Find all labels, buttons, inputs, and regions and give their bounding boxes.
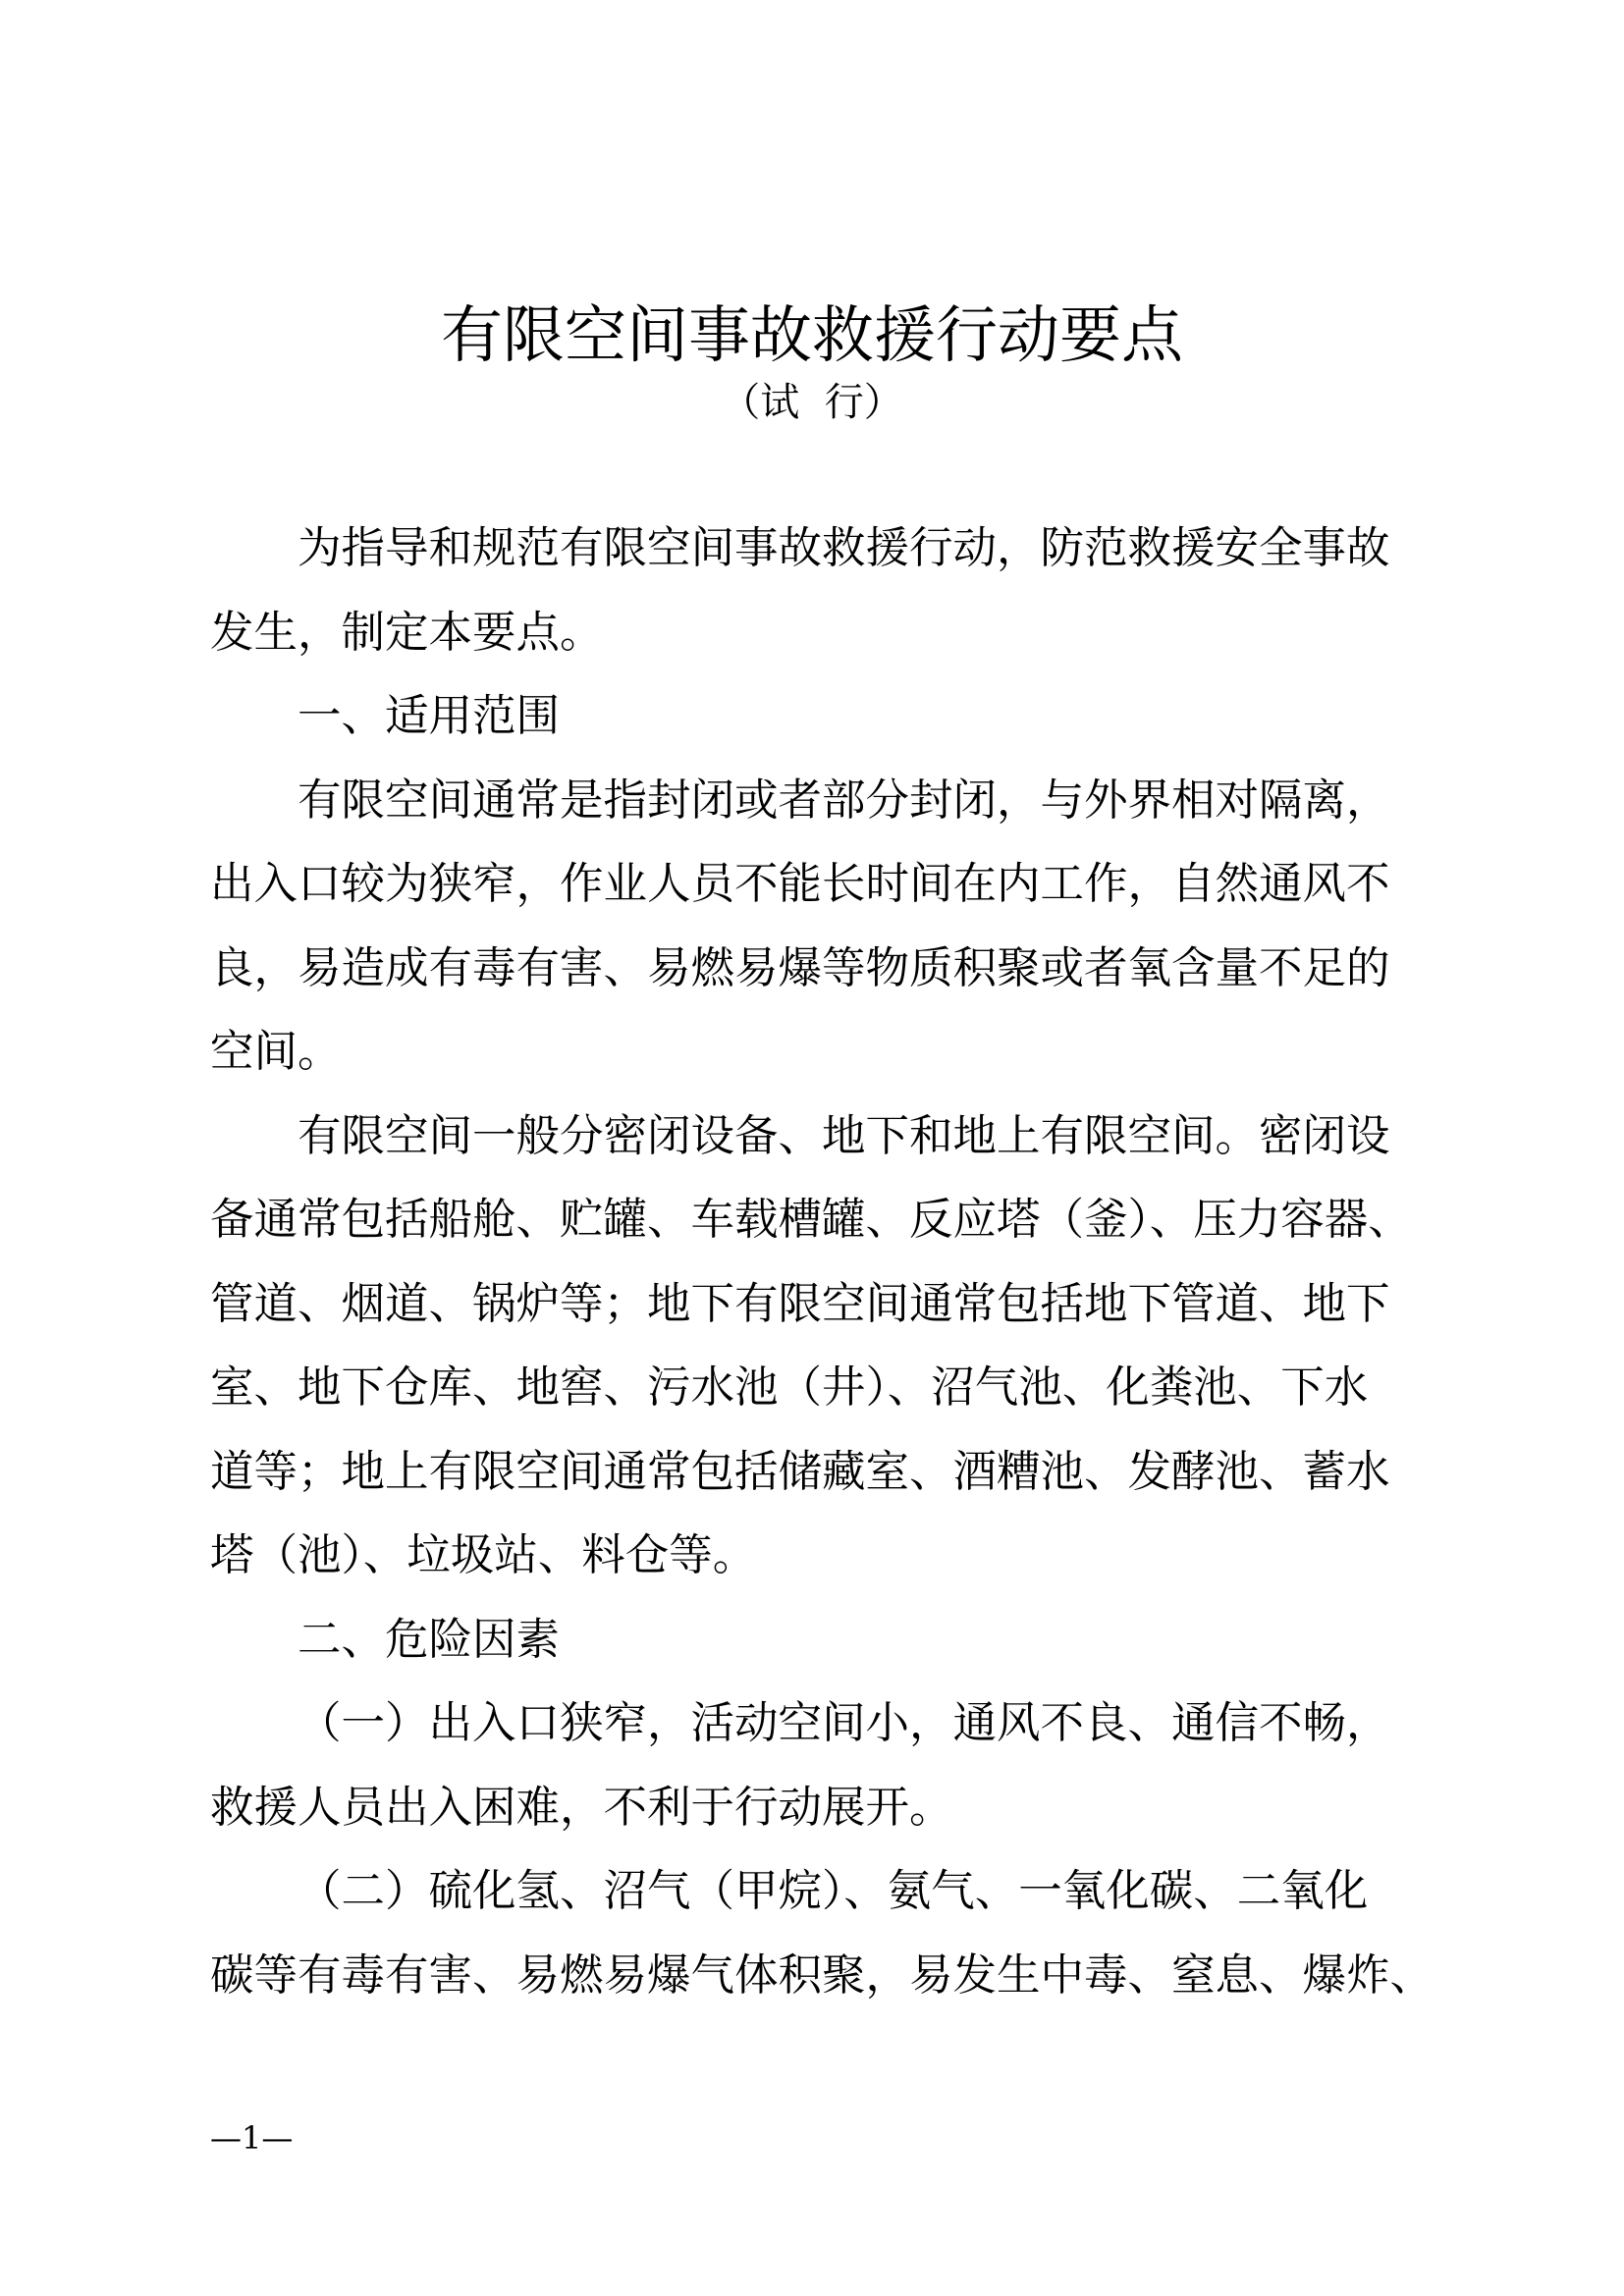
- paragraph-line: 室、地下仓库、地窖、污水池（井）、沼气池、化粪池、下水: [210, 1362, 1369, 1413]
- page-number: —1—: [210, 2119, 294, 2157]
- document-subtitle: （试 行）: [721, 380, 903, 425]
- paragraph-line: 碳等有毒有害、易燃易爆气体积聚，易发生中毒、窒息、爆炸、: [210, 1949, 1435, 2001]
- paragraph-line: 为指导和规范有限空间事故救援行动，防范救援安全事故: [298, 523, 1390, 573]
- paragraph-line: 管道、烟道、锅炉等；地下有限空间通常包括地下管道、地下: [210, 1278, 1390, 1329]
- paragraph-line: 备通常包括船舱、贮罐、车载槽罐、反应塔（釜）、压力容器、: [210, 1195, 1412, 1245]
- section-heading: 二、危险因素: [298, 1614, 561, 1665]
- paragraph-line: 空间。: [210, 1027, 342, 1077]
- section-heading: 一、适用范围: [298, 691, 561, 741]
- paragraph-line: 有限空间通常是指封闭或者部分封闭，与外界相对隔离，: [298, 774, 1390, 826]
- paragraph-line: 救援人员出入困难，不利于行动展开。: [210, 1782, 953, 1833]
- paragraph-line: 发生，制定本要点。: [210, 607, 604, 658]
- paragraph-line: 有限空间一般分密闭设备、地下和地上有限空间。密闭设: [298, 1110, 1390, 1161]
- paragraph-line: （一）出入口狭窄，活动空间小，通风不良、通信不畅，: [298, 1698, 1390, 1748]
- paragraph-line: 出入口较为狭窄，作业人员不能长时间在内工作，自然通风不: [210, 859, 1390, 909]
- paragraph-line: 塔（池）、垃圾站、料仓等。: [210, 1530, 757, 1580]
- document-title: 有限空间事故救援行动要点: [441, 299, 1183, 371]
- paragraph-line: （二）硫化氢、沼气（甲烷）、氨气、一氧化碳、二氧化: [298, 1866, 1369, 1916]
- paragraph-line: 良，易造成有毒有害、易燃易爆等物质积聚或者氧含量不足的: [210, 942, 1390, 993]
- paragraph-line: 道等；地上有限空间通常包括储藏室、酒糟池、发酵池、蓄水: [210, 1446, 1390, 1497]
- document-body: [210, 507, 1435, 2017]
